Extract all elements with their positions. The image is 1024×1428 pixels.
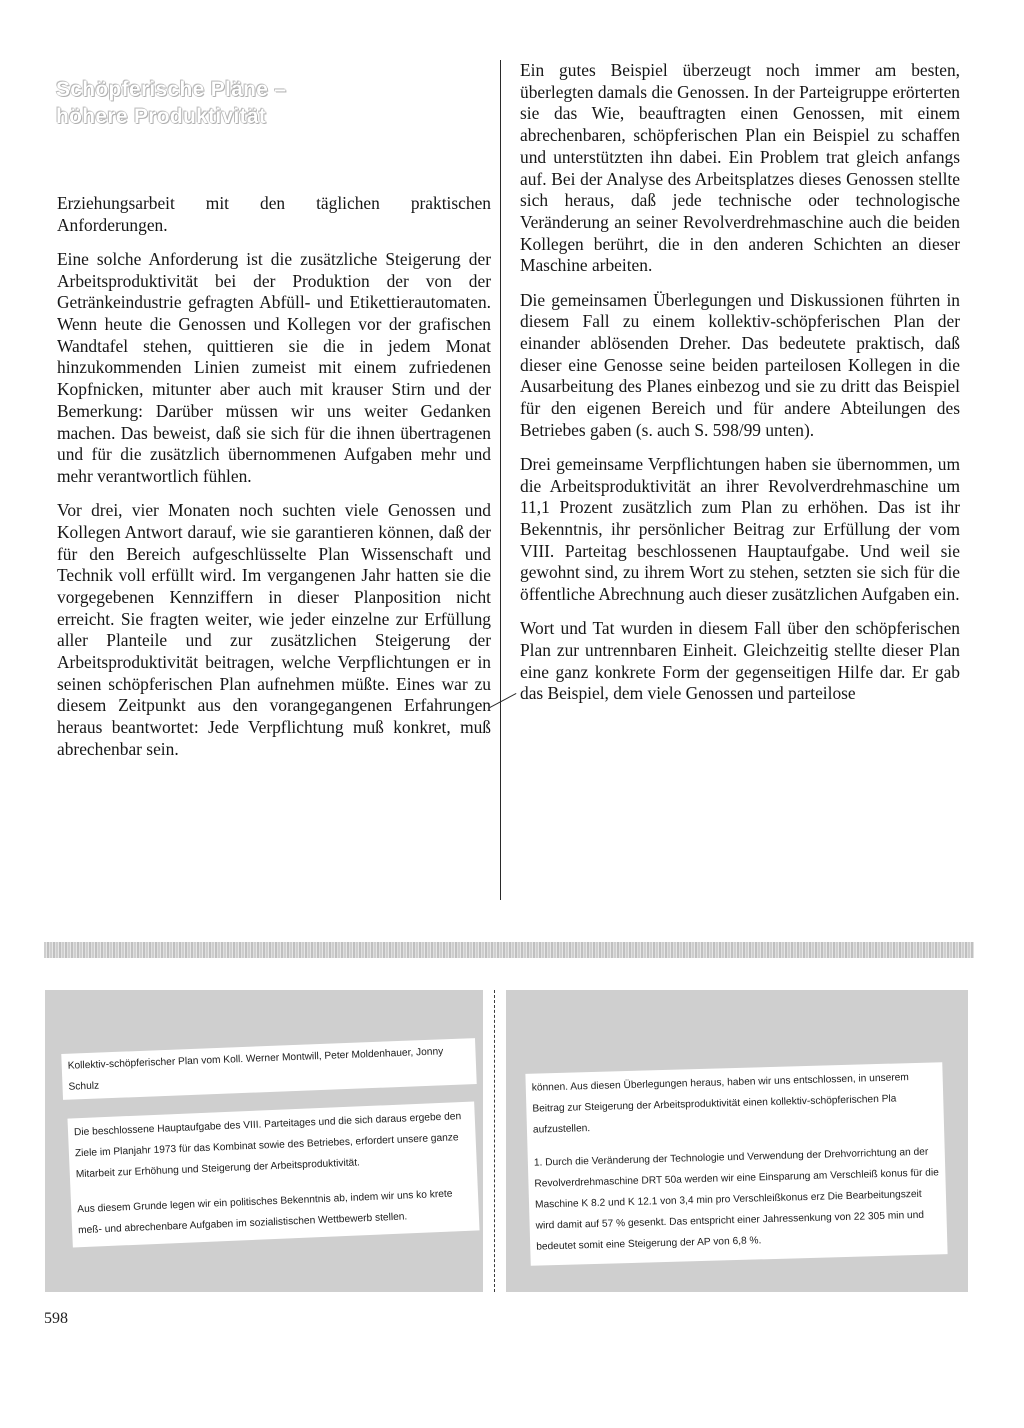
plan-left-paragraph-1: Die beschlossene Hauptaufgabe des VIII. Parteitages und die sich daraus ergebe den Ziele im Planjahr 1973 für das Kombinat sowie des Betriebes, erfordert unsere ganze Mitarbeit zur Erhöhung und Steigerung der Arbeitsproduktivität. xyxy=(73,1111,462,1181)
right-paragraph-4: Wort und Tat wurden in diesem Fall über den schöpferischen Plan zur untrennbaren Einheit. Gleichzeitig stellte dieser Plan eine ganz konkrete Form der gegenseitigen Hilfe dar. Er gab das Beispiel, dem viele Genossen und parteilose xyxy=(520,618,960,704)
right-text-column xyxy=(520,60,960,718)
article-heading xyxy=(56,76,346,130)
left-paragraph-2: Eine solche Anforderung ist die zusätzliche Steigerung der Arbeitsproduktivität bei der Produktion der von der Getränkeindustrie gefragten Abfüll- und Etikettierautomaten. Wenn heute die Genossen und Kollegen vor der grafischen Wandtafel stehen, quittieren sie die in jedem Monat hinzukommenden Linien zumeist mit einem zufriedenen Kopfnicken, mitunter aber auch mit krauser Stirn und der Bemerkung: Darüber müssen wir uns weiter Gedanken machen. Das beweist, daß sie sich für die ihnen übertragenen und für die zusätzlich übernommenen Aufgaben mehr und mehr verantwortlich fühlen. xyxy=(57,248,491,486)
right-paragraph-3: Drei gemeinsame Verpflichtungen haben sie übernommen, um die Arbeitsproduktivität an ihrer Revolverdrehmaschine um 11,1 Prozent zusätzlich zum Plan zu erhöhen. Das ist ihr Bekenntnis, ihr persönlicher Beitrag zur Erfüllung der vom VIII. Parteitag beschlossenen Hauptaufgabe. Und weil sie gewohnt sind, zu ihrem Wort zu stehen, setzten sie sich für die öffentliche Abrechnung auch dieser zusätzlichen Aufgaben ein. xyxy=(520,453,960,605)
left-paragraph-1: Erziehungsarbeit mit den täglichen praktischen Anforderungen. xyxy=(57,193,491,235)
left-paragraph-3: Vor drei, vier Monaten noch suchten viele Genossen und Kollegen Antwort darauf, wie sie garantieren können, daß der für den Bereich aufgeschlüsselte Plan Wissenschaft und Technik voll erfüllt wird. Im vergangenen Jahr hatten sie die vorgegebenen Kennziffern in dieser Planposition nicht erreicht. Sie fragten weiter, wie jeder einzelne zur Erfüllung aller Planteile und zur zusätzlichen Steigerung der Arbeitsproduktivität beitragen, welche Verpflichtungen er in seinen schöpferischen Plan aufnehmen müßte. Eines war zu diesem Zeitpunkt aus den vorangegangenen Erfahrungen heraus beantwortet: Jede Verpflichtung muß konkret, muß abrechenbar sein. xyxy=(57,500,491,759)
plan-right-paragraph-1: können. Aus diesen Überlegungen heraus, haben wir uns entschlossen, in unserem Beitrag zur Steigerung der Arbeitsproduktivität einen kollektiv-schöpferischen Pla aufzustellen. xyxy=(531,1072,909,1136)
heading-line-2: höhere Produktivität xyxy=(56,105,267,129)
column-divider xyxy=(500,60,501,900)
plan-right-paragraph-2: 1. Durch die Veränderung der Technologie und Verwendung der Drehvorrichtung an der Revolverdrehmaschine DRT 50a werden wir eine Einsparung am Verschleiß konus für die Maschine K 8.2 und K 12.1 von 3,4 min pro Verschleißkonus erz Die Bearbeitungszeit wird damit auf 57 % gesenkt. Das entspricht einer Jahressenkung von 22 305 min und bedeutet somit eine Steigerung der AP von 6,8 %. xyxy=(533,1146,939,1253)
left-text-column xyxy=(57,193,491,773)
plan-title: Kollektiv-schöpferischer Plan vom Koll. Werner Montwill, Peter Moldenhauer, Jonny Schulz xyxy=(67,1046,444,1093)
halftone-rule xyxy=(44,942,974,958)
panel-divider xyxy=(494,990,495,1292)
right-paragraph-1: Ein gutes Beispiel überzeugt noch immer am besten, überlegten damals die Genossen. In der Parteigruppe erörterten sie das Wie, beauftragten einen Genossen, mit einem abrechenbaren, schöpferischen Plan ein Beispiel zu schaffen und unterstützten ihn dabei. Ein Problem trat gleich anfangs auf. Bei der Analyse des Arbeitsplatzes dieses Genossen stellte sich heraus, daß jede technische oder technologische Veränderung an seiner Revolverdrehmaschine auch die beiden Kollegen berührt, die in den anderen Schichten an dieser Maschine arbeiten. xyxy=(520,60,960,276)
heading-line-1: Schöpferische Pläne – xyxy=(56,78,287,102)
plan-left-text xyxy=(67,1102,479,1248)
right-paragraph-2: Die gemeinsamen Überlegungen und Diskussionen führten in diesem Fall zu einem kollektiv-schöpferischen Plan der einander ablösenden Dreher. Das bedeutete praktisch, daß dieser eine Genosse seine beiden parteilosen Kollegen in die Ausarbeitung des Planes einbezog und sie zu dritt das Beispiel für den eigenen Bereich und für andere Abteilungen des Betriebes gaben (s. auch S. 598/99 unten). xyxy=(520,289,960,440)
pen-mark xyxy=(489,693,516,708)
plan-right-text xyxy=(525,1062,947,1266)
page-number: 598 xyxy=(44,1310,68,1327)
plan-left-paragraph-2: Aus diesem Grunde legen wir ein politisches Bekenntnis ab, indem wir uns ko krete meß- und abrechenbare Aufgaben im sozialistischen Wettbewerb stellen. xyxy=(77,1188,453,1237)
